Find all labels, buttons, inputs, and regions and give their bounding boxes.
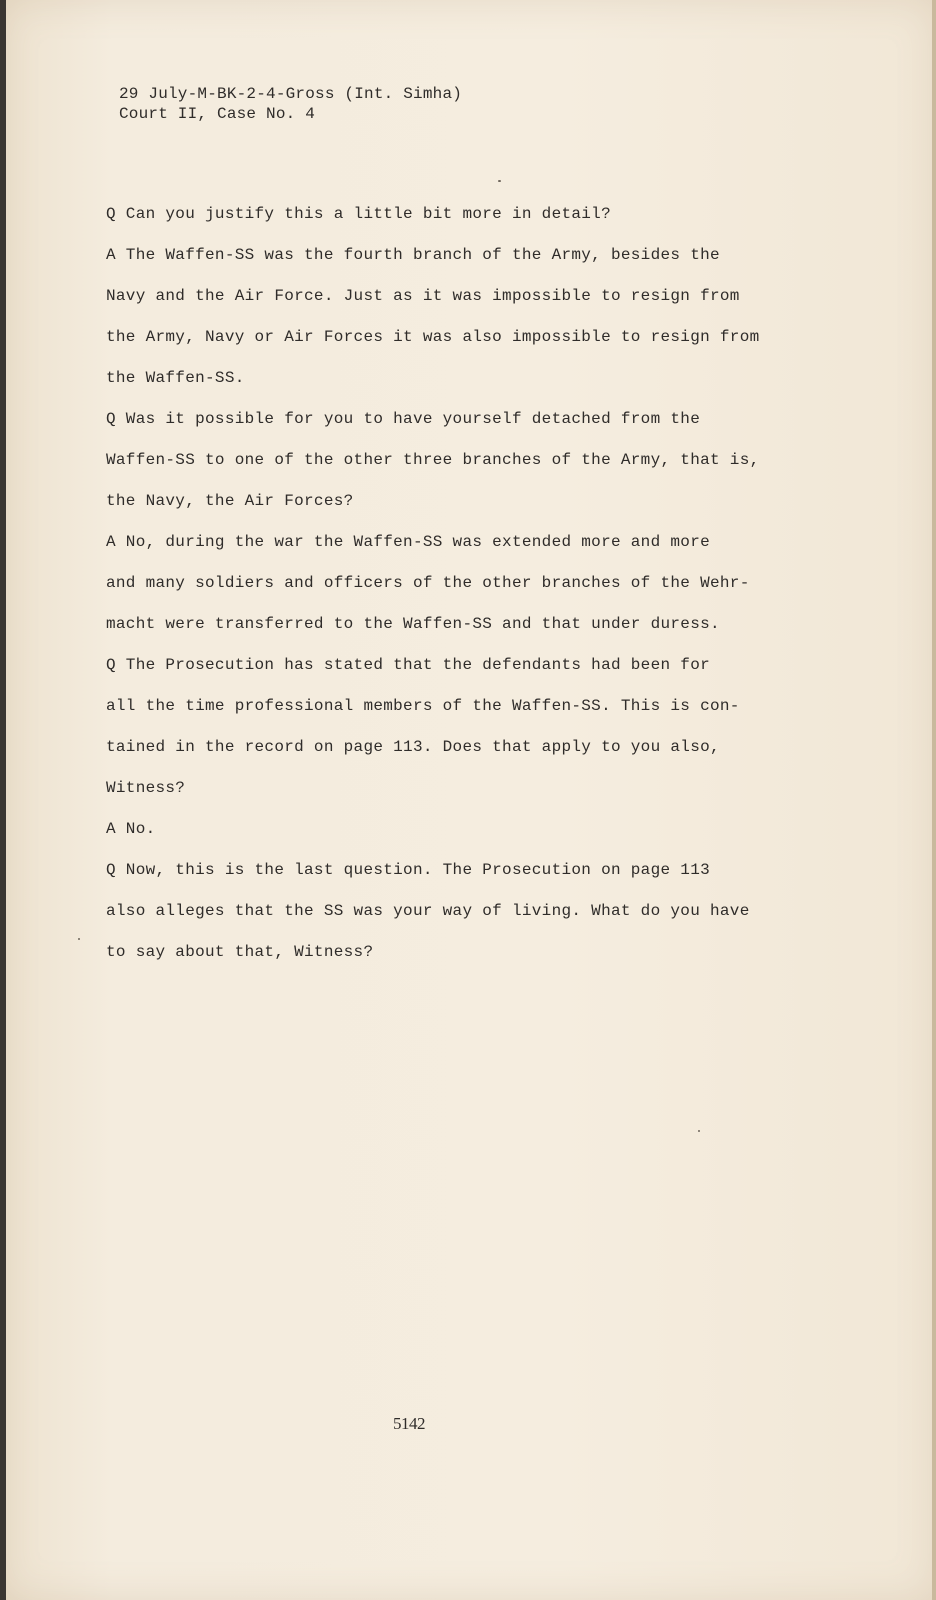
header-line-2: Court II, Case No. 4 bbox=[119, 105, 316, 123]
text-line: Q Now, this is the last question. The Prosecution on page 113 bbox=[106, 861, 710, 879]
paper-speck bbox=[498, 180, 501, 182]
page-left-edge bbox=[0, 0, 6, 1600]
text-line: all the time professional members of the Waffen-SS. This is con- bbox=[106, 697, 740, 715]
text-line: the Army, Navy or Air Forces it was also impossible to resign from bbox=[106, 328, 760, 346]
text-line: the Waffen-SS. bbox=[106, 369, 245, 387]
text-line: A No. bbox=[106, 820, 156, 838]
text-line: to say about that, Witness? bbox=[106, 943, 374, 961]
text-line: Navy and the Air Force. Just as it was impossible to resign from bbox=[106, 287, 740, 305]
header-line-1: 29 July-M-BK-2-4-Gross (Int. Simha) bbox=[119, 85, 463, 103]
page-right-edge bbox=[932, 0, 936, 1600]
transcript-body bbox=[106, 205, 806, 984]
text-line: tained in the record on page 113. Does that apply to you also, bbox=[106, 738, 720, 756]
text-line: also alleges that the SS was your way of living. What do you have bbox=[106, 902, 750, 920]
text-line: A No, during the war the Waffen-SS was extended more and more bbox=[106, 533, 710, 551]
text-line: Q Can you justify this a little bit more in detail? bbox=[106, 205, 611, 223]
text-line: A The Waffen-SS was the fourth branch of the Army, besides the bbox=[106, 246, 720, 264]
paper-speck bbox=[78, 938, 80, 940]
text-line: Q Was it possible for you to have yourself detached from the bbox=[106, 410, 701, 428]
text-line: Witness? bbox=[106, 779, 186, 797]
text-line: the Navy, the Air Forces? bbox=[106, 492, 354, 510]
text-line: and many soldiers and officers of the other branches of the Wehr- bbox=[106, 574, 750, 592]
text-line: Waffen-SS to one of the other three branches of the Army, that is, bbox=[106, 451, 760, 469]
text-line: macht were transferred to the Waffen-SS and that under duress. bbox=[106, 615, 720, 633]
document-header bbox=[119, 84, 462, 124]
page-number: 5142 bbox=[393, 1414, 425, 1433]
text-line: Q The Prosecution has stated that the defendants had been for bbox=[106, 656, 710, 674]
paper-speck bbox=[698, 1130, 700, 1132]
